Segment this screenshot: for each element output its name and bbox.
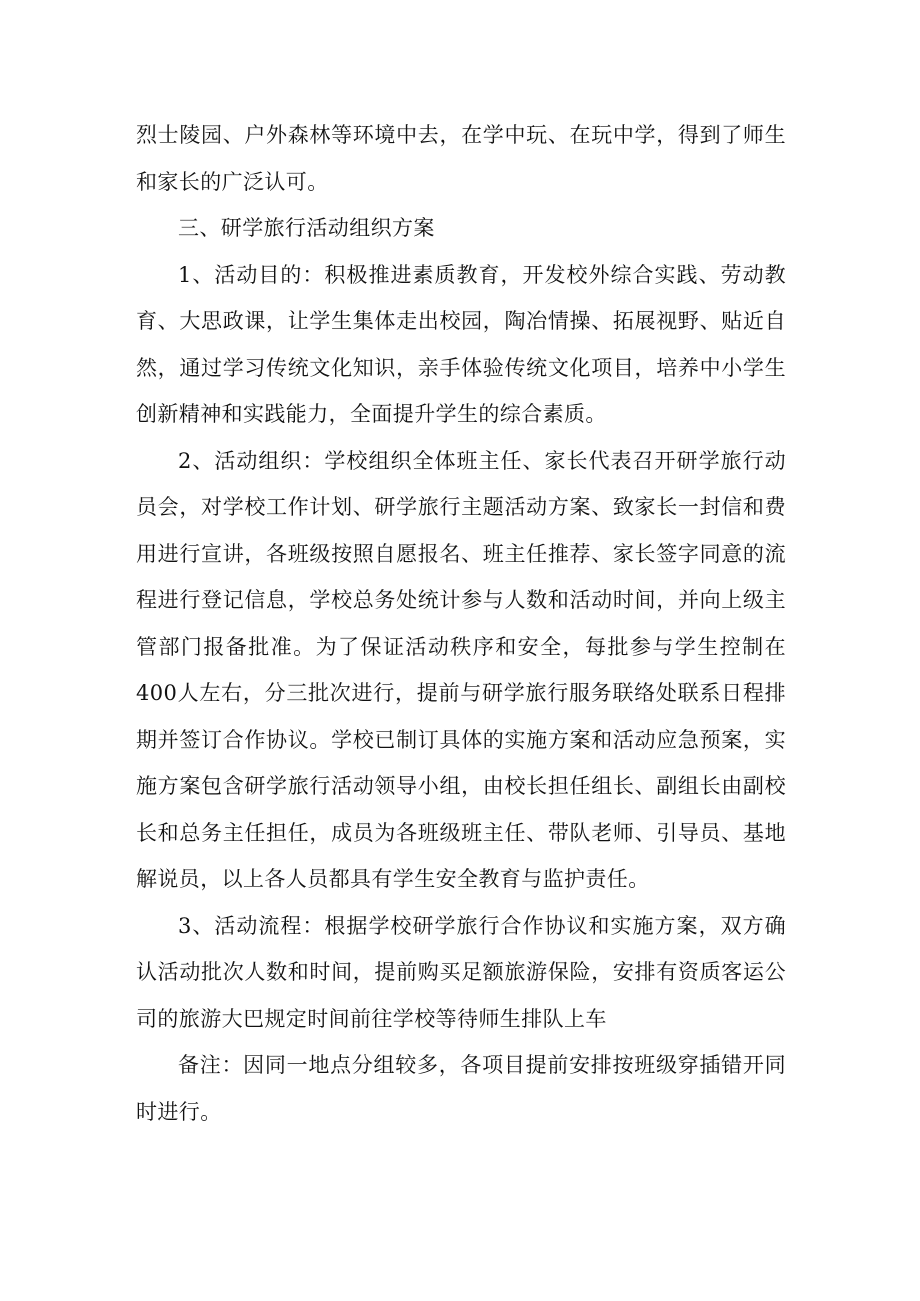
paragraph-note: 备注：因同一地点分组较多，各项目提前安排按班级穿插错开同时进行。 [136, 1053, 786, 1124]
paragraph-item-3: 3、活动流程：根据学校研学旅行合作协议和实施方案，双方确认活动批次人数和时间，提前购买足额旅游保险，安排有资质客运公司的旅游大巴规定时间前往学校等待师生排队上车 [136, 913, 786, 1031]
document-body [136, 112, 786, 1135]
section-heading: 三、研学旅行活动组织方案 [178, 216, 435, 240]
paragraph-item-2: 2、活动组织：学校组织全体班主任、家长代表召开研学旅行动员会，对学校工作计划、研学旅行主题活动方案、致家长一封信和费用进行宣讲，各班级按照自愿报名、班主任推荐、家长签字同意的流程进行登记信息，学校总务处统计参与人数和活动时间，并向上级主管部门报备批准。为了保证活动秩序和安全，每批参与学生控制在400人左右，分三批次进行，提前与研学旅行服务联络处联系日程排期并签订合作协议。学校已制订具体的实施方案和活动应急预案，实施方案包含研学旅行活动领导小组，由校长担任组长、副组长由副校长和总务主任担任，成员为各班级班主任、带队老师、引导员、基地解说员，以上各人员都具有学生安全教育与监护责任。 [136, 448, 786, 891]
paragraph-continuation: 烈士陵园、户外森林等环境中去，在学中玩、在玩中学，得到了师生和家长的广泛认可。 [136, 123, 786, 194]
paragraph-item-1: 1、活动目的：积极推进素质教育，开发校外综合实践、劳动教育、大思政课，让学生集体走出校园，陶冶情操、拓展视野、贴近自然，通过学习传统文化知识，亲手体验传统文化项目，培养中小学生创新精神和实践能力，全面提升学生的综合素质。 [136, 262, 786, 426]
